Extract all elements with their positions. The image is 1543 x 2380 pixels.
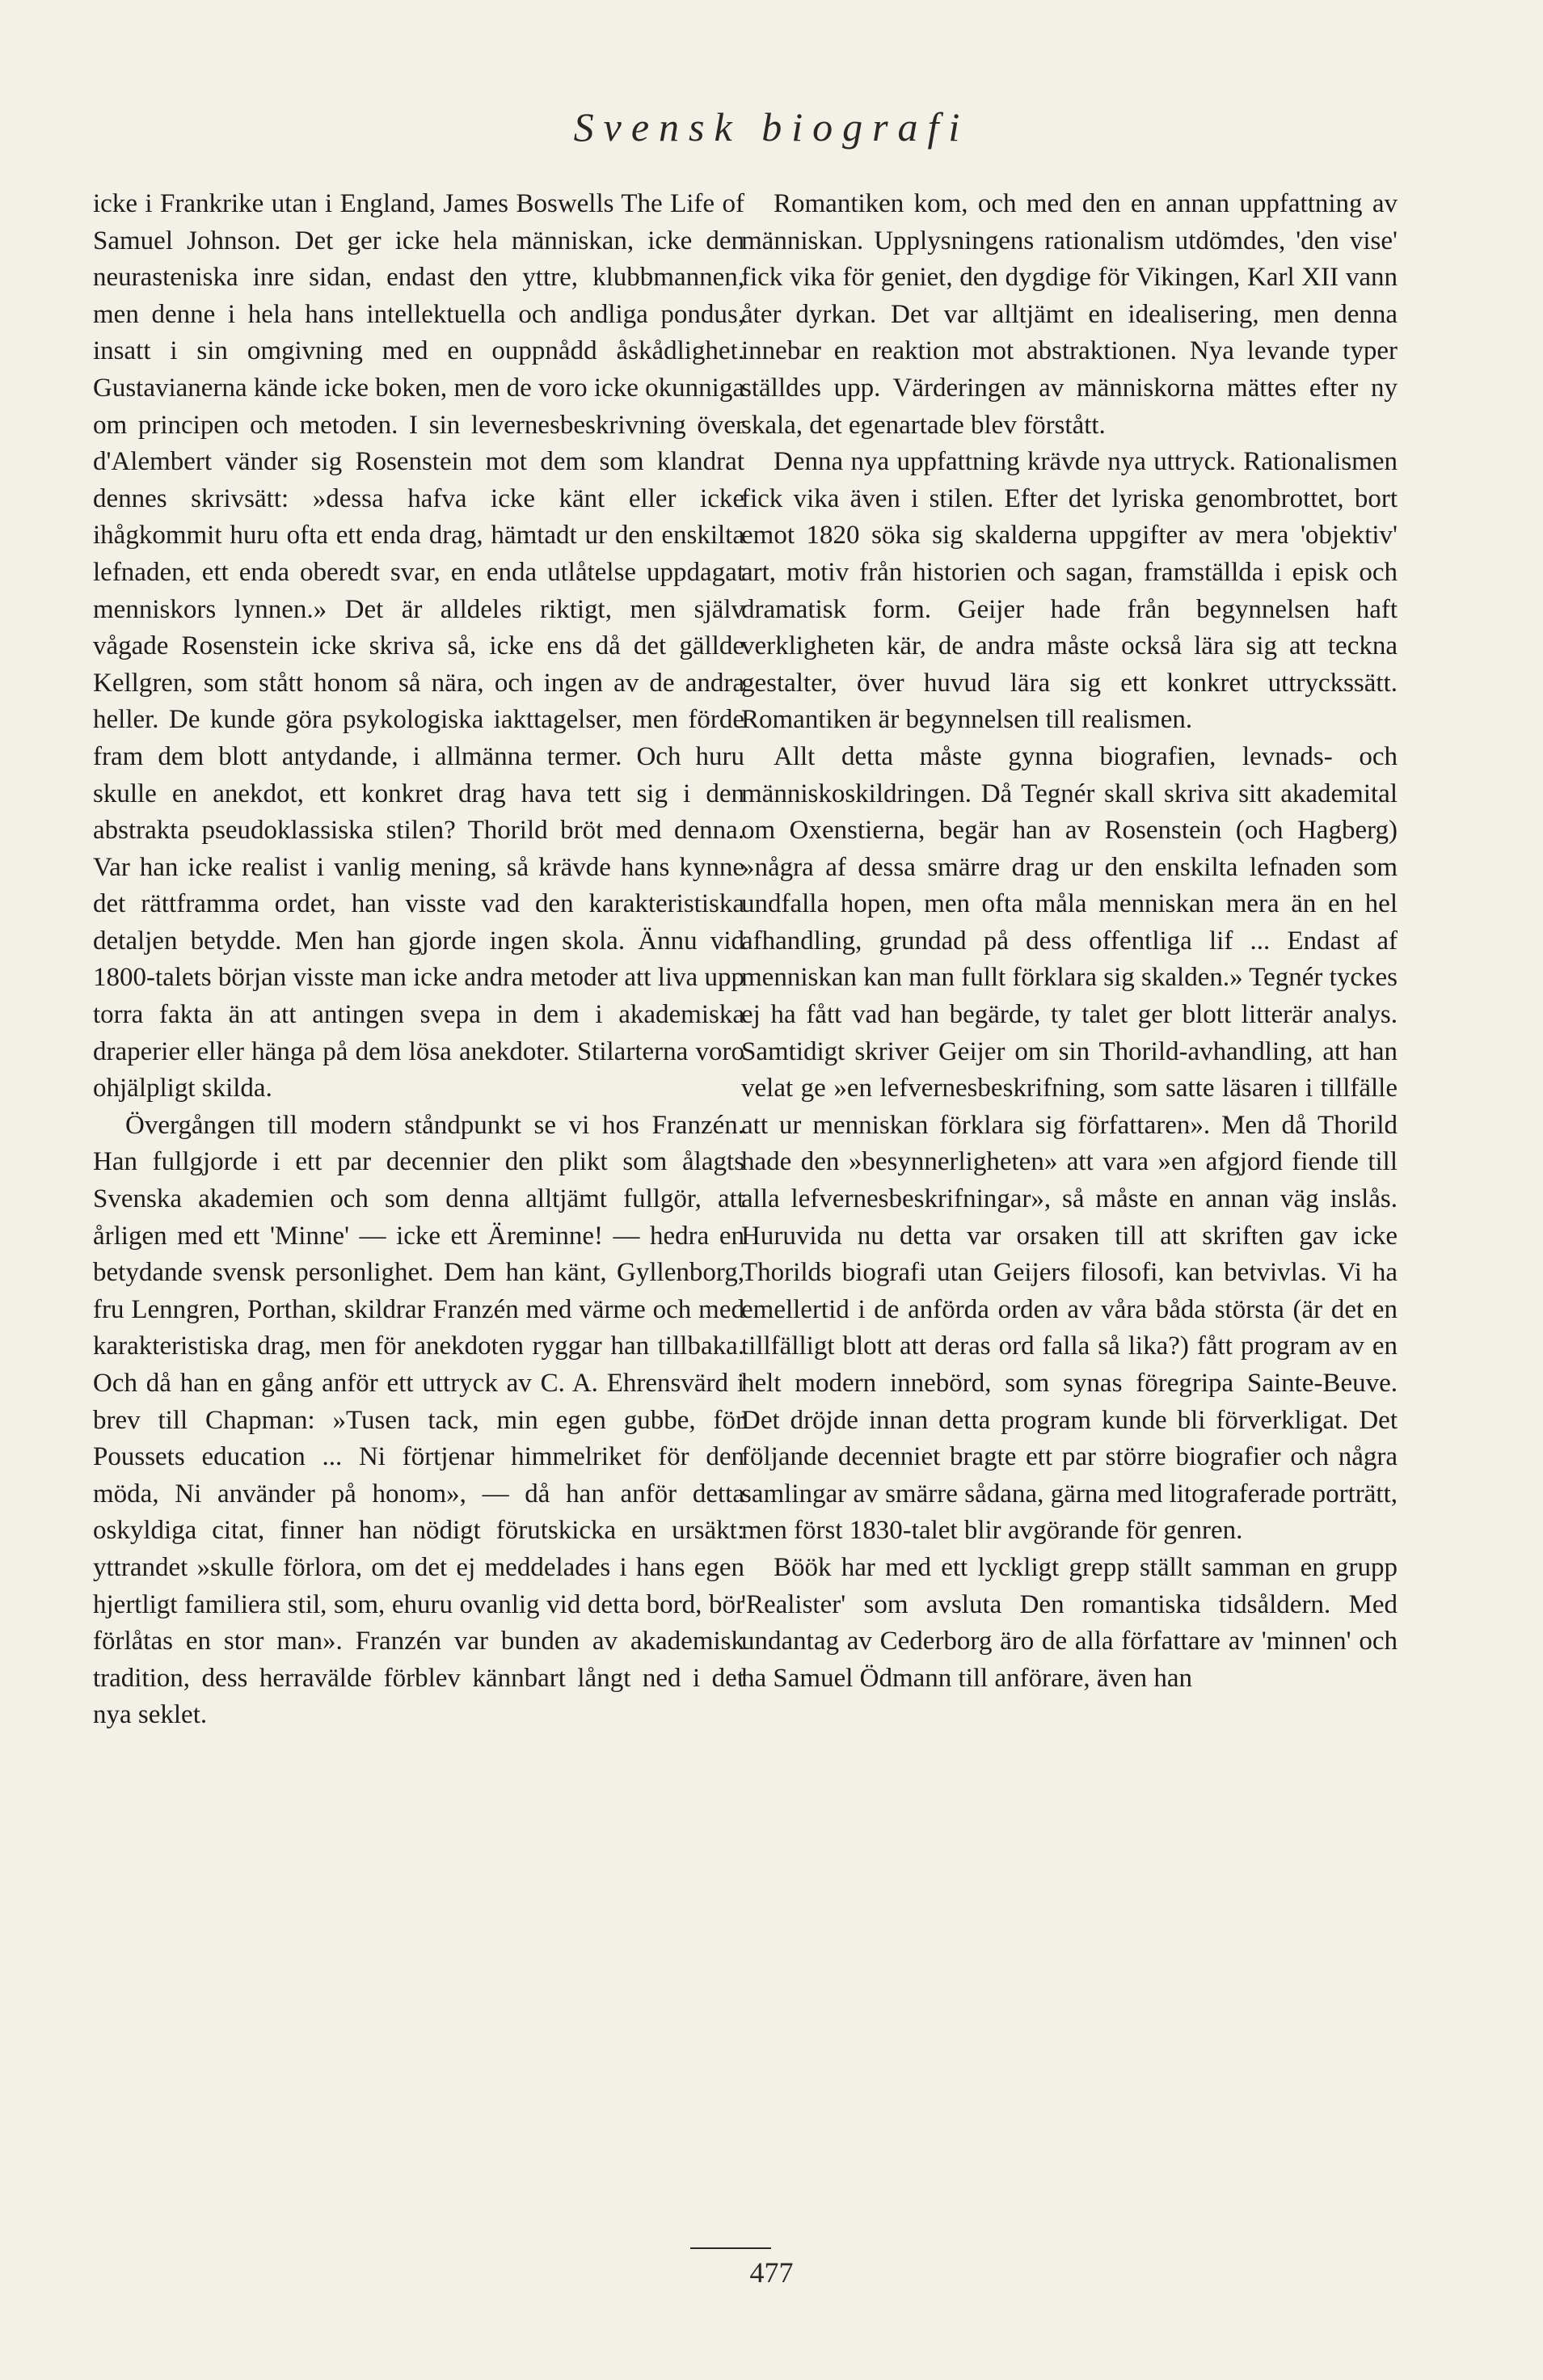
paragraph: Romantiken kom, och med den en annan uppfattning av människan. Upplysningens rationalism utdömdes, 'den vise' fick vika för geniet, den dygdige för Vikingen, Karl XII vann åter dyrkan. Det var alltjämt en idealisering, men denna innebar en reaktion mot abstraktionen. Nya levande typer ställdes upp. Värderingen av människorna mättes efter ny skala, det egenartade blev förstått.	[741, 189, 1398, 440]
paragraph: Övergången till modern ståndpunkt se vi hos Franzén. Han fullgjorde i ett par decennier den plikt som ålagts Svenska akademien och som denna alltjämt fullgör, att årligen med ett 'Minne' — icke ett Äreminne! — hedra en betydande svensk personlighet. Dem han känt, Gyllenborg, fru Lenngren, Porthan, skildrar Franzén med värme och med karakteristiska drag, men för anekdoten ryggar han tillbaka. Och då han en gång anför ett uttryck av C. A. Ehrensvärd i brev till Chapman: »Tusen tack, min egen gubbe, för Poussets education ... Ni förtjenar himmelriket för den möda, Ni använder på honom», — då han anför detta oskyldiga citat, finner han nödigt förutskicka en ursäkt: yttrandet »skulle förlora, om det ej meddelades i hans egen hjertligt familiera stil, som, ehuru ovanlig vid detta bord, bör förlåtas en stor man». Franzén var bunden av akademisk tradition, dess herravälde förblev kännbart långt ned i det nya seklet.	[93, 1110, 744, 1730]
right-column	[741, 186, 1398, 1697]
paragraph: Denna nya uppfattning krävde nya uttryck. Rationalismen fick vika även i stilen. Efter det lyriska genombrottet, bort emot 1820 söka sig skalderna uppgifter av mera 'objektiv' art, motiv från historien och sagan, framställda i episk och dramatisk form. Geijer hade från begynnelsen haft verkligheten kär, de andra måste också lära sig att teckna gestalter, över huvud lära sig ett konkret uttryckssätt. Romantiken är begynnelsen till realismen.	[741, 447, 1398, 735]
paragraph: icke i Frankrike utan i England, James Boswells The Life of Samuel Johnson. Det ger icke hela människan, icke den neurasteniska inre sidan, endast den yttre, klubbmannen, men denne i hela hans intellektuella och andliga pondus, insatt i sin omgivning med en ouppnådd åskådlighet. Gustavianerna kände icke boken, men de voro icke okunniga om principen och metoden. I sin levernesbeskrivning över d'Alembert vänder sig Rosenstein mot dem som klandrat dennes skrivsätt: »dessa hafva icke känt eller icke ihågkommit huru ofta ett enda drag, hämtadt ur den enskilta lefnaden, ett enda oberedt svar, en enda utlåtelse uppdagat menniskors lynnen.» Det är alldeles riktigt, men själv vågade Rosenstein icke skriva så, icke ens då det gällde Kellgren, som stått honom så nära, och ingen av de andra heller. De kunde göra psykologiska iakttagelser, men förde fram dem blott antydande, i allmänna termer. Och huru skulle en anekdot, ett konkret drag hava tett sig i den abstrakta pseudoklassiska stilen? Thorild bröt med denna. Var han icke realist i vanlig mening, så krävde hans kynne det rättframma ordet, han visste vad den karakteristiska detaljen betydde. Men han gjorde ingen skola. Ännu vid 1800-talets början visste man icke andra metoder att liva upp torra fakta än att antingen svepa in dem i akademiska draperier eller hänga på dem lösa anekdoter. Stilarterna voro ohjälpligt skilda.	[93, 189, 744, 1103]
page-number: 477	[749, 2256, 794, 2289]
left-column	[93, 186, 744, 1734]
paragraph: Allt detta måste gynna biografien, levnads- och människoskildringen. Då Tegnér skall skriva sitt akademital om Oxenstierna, begär han av Rosenstein (och Hagberg) »några af dessa smärre drag ur den enskilta lefnaden som undfalla hopen, men ofta måla menniskan mera än en hel afhandling, grundad på dess offentliga lif ... Endast af menniskan kan man fullt förklara sig skalden.» Tegnér tyckes ej ha fått vad han begärde, ty talet ger blott litterär analys. Samtidigt skriver Geijer om sin Thorild-avhandling, att han velat ge »en lefvernesbeskrifning, som satte läsaren i tillfälle att ur menniskan förklara sig författaren». Men då Thorild hade den »besynnerligheten» att vara »en afgjord fiende till alla lefvernesbeskrifningar», så måste en annan väg inslås. Huruvida nu detta var orsaken till att skriften gav icke Thorilds biografi utan Geijers filosofi, kan betvivlas. Vi ha emellertid i de anförda orden av våra båda största (är det en tillfälligt blott att deras ord falla så lika?) fått program av en helt modern innebörd, som synas föregripa Sainte-Beuve. Det dröjde innan detta program kunde bli förverkligat. Det följande decenniet bragte ett par större biografier och några samlingar av smärre sådana, gärna med litograferade porträtt, men först 1830-talet blir avgörande för genren.	[741, 741, 1398, 1546]
paragraph: Böök har med ett lyckligt grepp ställt samman en grupp 'Realister' som avsluta Den romantiska tidsåldern. Med undantag av Cederborg äro de alla författare av 'minnen' och ha Samuel Ödmann till anförare, även han	[741, 1552, 1398, 1693]
page-number-rule	[690, 2247, 771, 2249]
running-title: Svensk biografi	[573, 104, 970, 150]
